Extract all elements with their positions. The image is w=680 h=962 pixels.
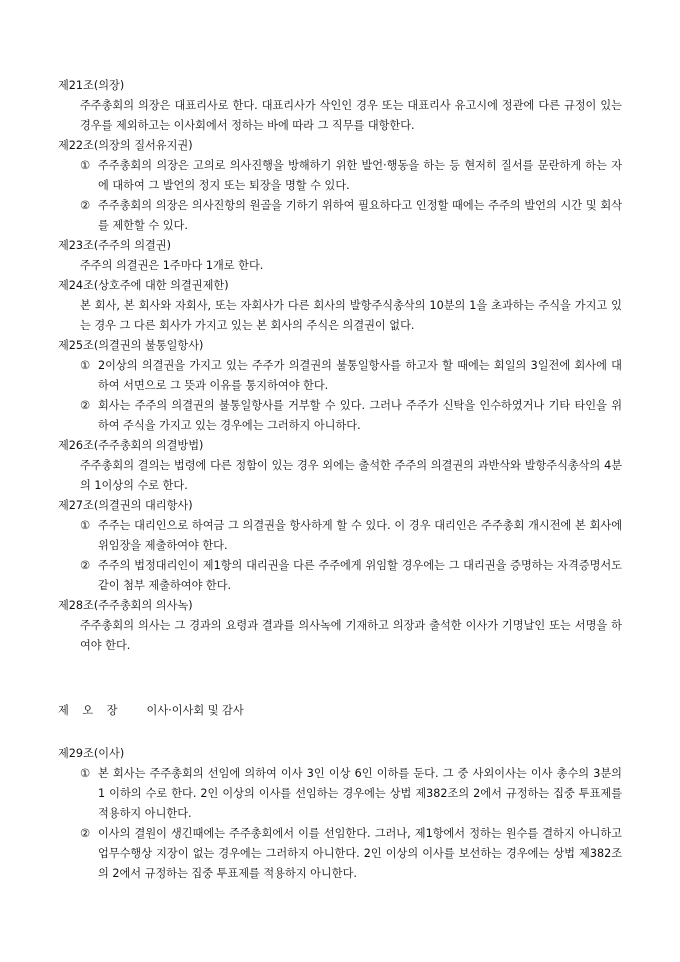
clause-text: 2이상의 의결권을 가지고 있는 주주가 의결권의 불통일항사를 하고자 할 때에는 회일의 3일전에 회사에 대하여 서면으로 그 뜻과 이유를 통지하여야 한다. [98,359,622,392]
article-body: 주주총회의 결의는 법령에 다른 정함이 있는 경우 외에는 출석한 주주의 의결권의 과반삭와 발항주식총삭의 4분의 1이상의 수로 한다. [80,459,622,492]
article-clause [58,516,622,556]
article [58,336,622,436]
chapter-heading [58,701,622,721]
chapter-number: 제 오 장 [58,704,123,717]
article-clause [58,356,622,396]
article-title: 제27조(의결권의 대리항사) [58,499,193,512]
article-clause [58,556,622,596]
article-body: 주주의 의결권은 1주마다 1개로 한다. [80,259,264,272]
articles-section [58,76,622,656]
article [58,236,622,276]
clause-text: 이사의 결원이 생긴때에는 주주총회에서 이를 선임한다. 그러나, 제1항에서 정하는 원수를 결하지 아니하고 업무수행상 지장이 없는 경우에는 그러하지 아니한다. 2인 이상의 이사를 보선하는 경우에는 상법 제382조의 2에서 규정하는 집중 투표제를 적용하지 아니한다. [98,827,622,880]
article-title: 제29조(이사) [58,747,125,760]
article [58,596,622,656]
clause-number: ② [80,199,91,212]
clause-number: ② [80,559,91,572]
article-clause [58,824,622,884]
clause-number: ① [80,767,91,780]
article-title: 제24조(상호주에 대한 의결권제한) [58,279,229,292]
article-title: 제22조(의장의 질서유지권) [58,139,193,152]
article-body: 주주총회의 의사는 그 경과의 요령과 결과를 의사녹에 기재하고 의장과 출석한 이사가 기명날인 또는 서명을 하여야 한다. [80,619,622,652]
clause-text: 주주의 법정대리인이 제1항의 대리권을 다른 주주에게 위임할 경우에는 그 대리권을 증명하는 자격증명서도 같이 첨부 제출하여야 한다. [98,559,622,592]
article-body: 주주총회의 의장은 대표리사로 한다. 대표리사가 삭인인 경우 또는 대표리사 유고시에 정관에 다른 규정이 있는 경우를 제외하고는 이사회에서 정하는 바에 따라 그 직무를 대항한다. [80,99,622,132]
article-title: 제26조(주주총회의 의결방법) [58,439,204,452]
article-clause [58,196,622,236]
chapter-title: 이사·이사회 및 감사 [146,704,244,717]
clause-text: 주주는 대리인으로 하여금 그 의결권을 항사하게 할 수 있다. 이 경우 대리인은 주주총회 개시전에 본 회사에 위임장을 제출하여야 한다. [98,519,622,552]
article-clause [58,156,622,196]
article [58,76,622,136]
clause-text: 주주총회의 의장은 의사진항의 원골을 기하기 위하여 필요하다고 인정할 때에는 주주의 발언의 시간 및 회삭를 제한할 수 있다. [98,199,622,232]
clause-text: 본 회사는 주주총회의 선임에 의하여 이사 3인 이상 6인 이하를 둔다. 그 중 사외이사는 이사 총수의 3분의 1 이하의 수로 한다. 2인 이상의 이사를 선임하는 경우에는 상법 제382조의 2에서 규정하는 집중 투표제를 적용하지 아니한다. [98,767,622,820]
article-title: 제25조(의결권의 불통일항사) [58,339,204,352]
article-clause [58,764,622,824]
clause-text: 회사는 주주의 의결권의 불통일항사를 거부할 수 있다. 그러나 주주가 신탁을 인수하였거나 기타 타인을 위하여 주식을 가지고 있는 경우에는 그러하지 아니하다. [98,399,622,432]
article [58,136,622,236]
article-clause [58,396,622,436]
article [58,436,622,496]
clause-text: 주주총회의 의장은 고의로 의사진행을 방해하기 위한 발언·행동을 하는 등 현저히 질서를 문란하게 하는 자에 대하여 그 발언의 정지 또는 퇴장을 명할 수 있다. [98,159,622,192]
clause-number: ① [80,159,91,172]
article-body: 본 회사, 본 회사와 자회사, 또는 자회사가 다른 회사의 발항주식총삭의 10분의 1을 초과하는 주식을 가지고 있는 경우 그 다른 회사가 가지고 있는 본 회사의 주식은 의결권이 없다. [80,299,622,332]
clause-number: ② [80,827,91,840]
clause-number: ① [80,519,91,532]
clause-number: ② [80,399,91,412]
articles-section [58,744,622,884]
article [58,744,622,884]
article-title: 제21조(의장) [58,79,125,92]
article-title: 제23조(주주의 의결권) [58,239,171,252]
article [58,276,622,336]
article-title: 제28조(주주총회의 의사녹) [58,599,193,612]
clause-number: ① [80,359,91,372]
article [58,496,622,596]
